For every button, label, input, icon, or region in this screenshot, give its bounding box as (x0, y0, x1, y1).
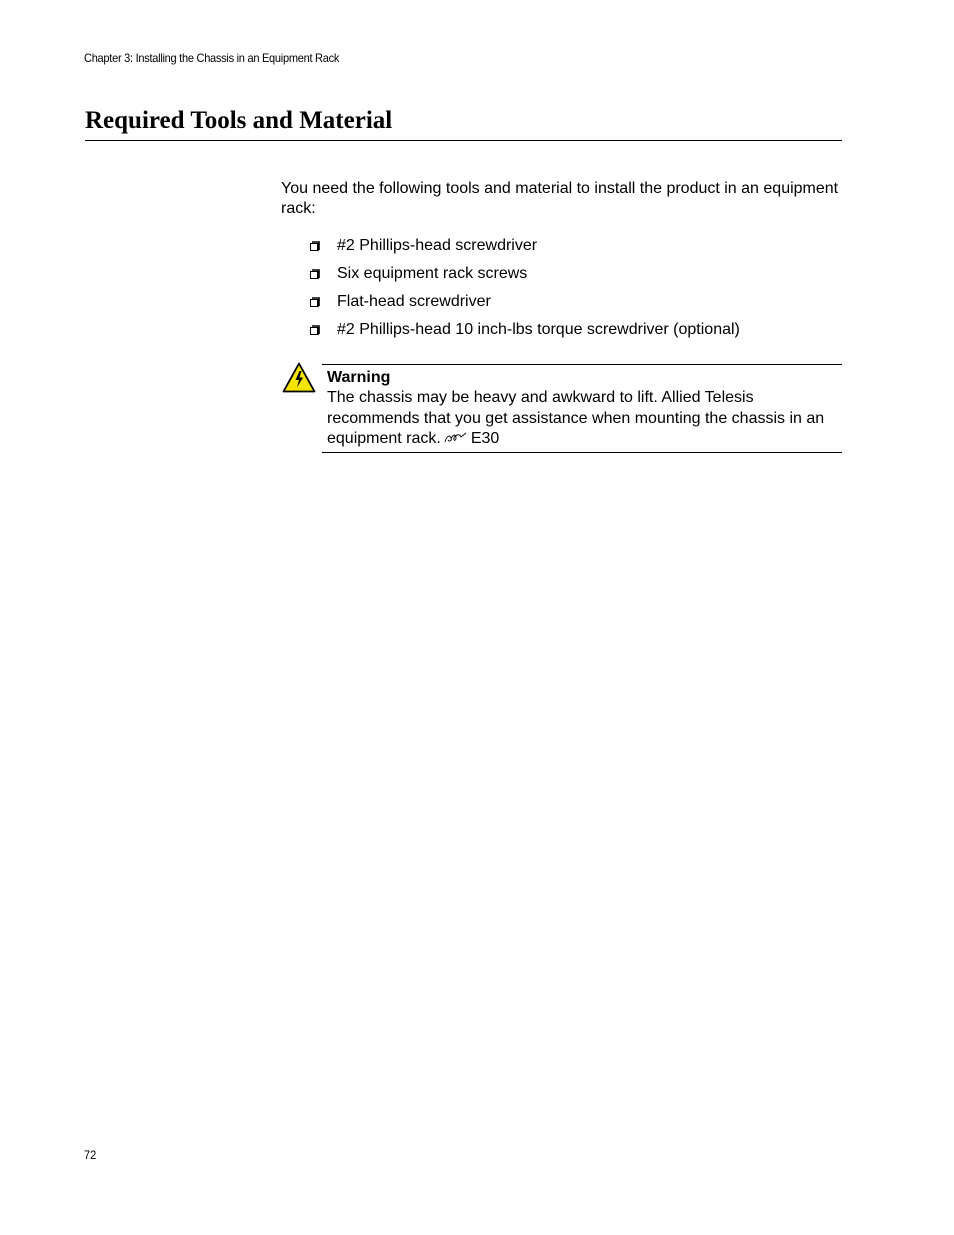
section-title: Required Tools and Material (85, 107, 393, 134)
warning-box (322, 364, 842, 453)
warning-code: E30 (470, 430, 500, 447)
list-item (309, 263, 740, 291)
page-number: 72 (84, 1148, 97, 1162)
checkbox-bullet-icon (310, 269, 320, 279)
warning-heading: Warning (327, 369, 391, 386)
warning-text: The chassis may be heavy and awkward to lift. Allied Telesis recommends that you get assistance when mounting the chassis in an equipment rack. (327, 389, 825, 447)
tool-item-text: Flat-head screwdriver (337, 293, 491, 310)
checkbox-bullet-icon (310, 325, 320, 335)
tool-list (309, 235, 740, 347)
title-rule (85, 140, 842, 141)
electrical-hazard-warning-icon (282, 362, 316, 393)
tool-item-text: Six equipment rack screws (337, 265, 528, 282)
checkbox-bullet-icon (310, 297, 320, 307)
intro-paragraph: You need the following tools and material to install the product in an equipment rack: (281, 180, 839, 217)
warning-body (327, 388, 842, 450)
tool-item-text: #2 Phillips-head 10 inch-lbs torque screwdriver (optional) (337, 321, 740, 338)
running-header: Chapter 3: Installing the Chassis in an Equipment Rack (84, 51, 340, 65)
list-item (309, 235, 740, 263)
list-item (309, 291, 740, 319)
list-item (309, 319, 740, 347)
checkbox-bullet-icon (310, 241, 320, 251)
translation-reference-icon (444, 432, 468, 444)
tool-item-text: #2 Phillips-head screwdriver (337, 237, 538, 254)
